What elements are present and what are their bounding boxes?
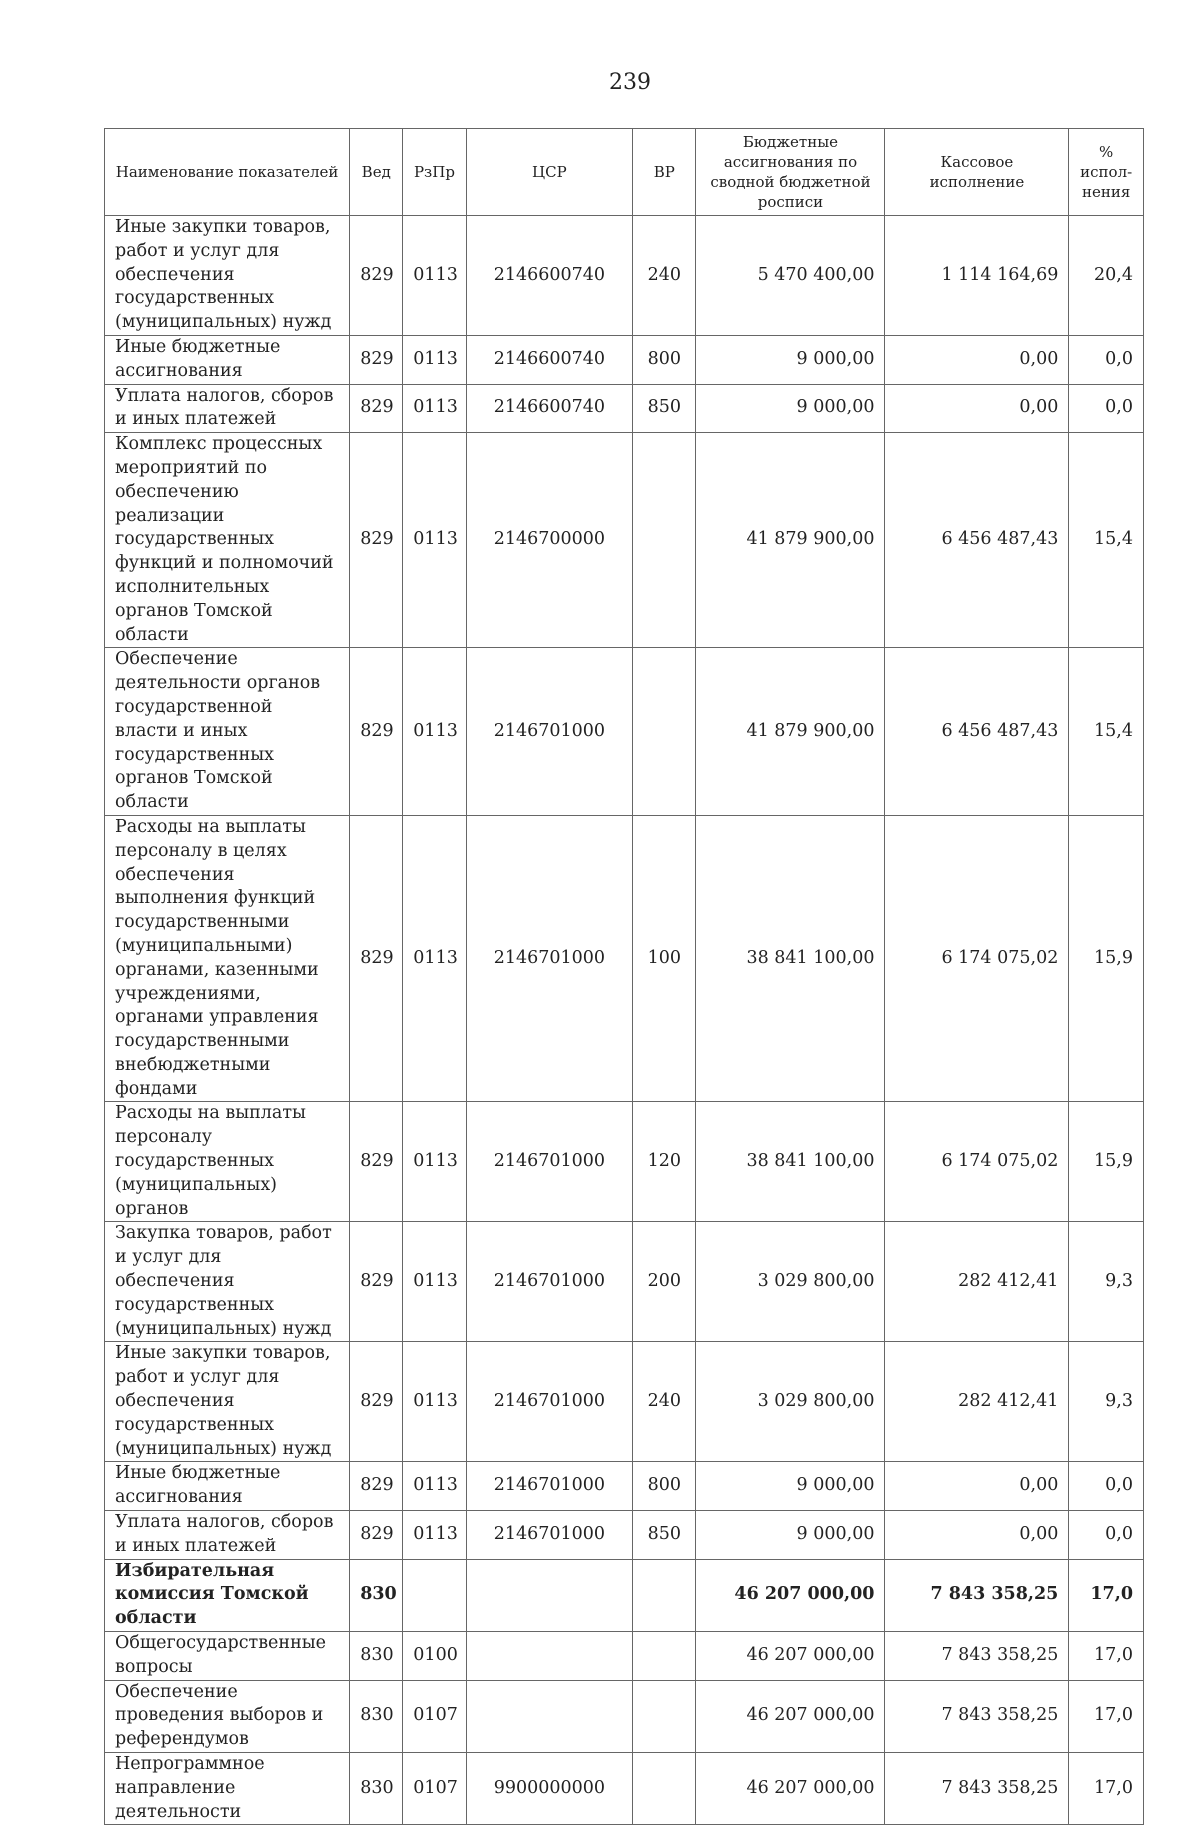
table-body [105, 216, 1144, 1825]
row-cash-cell: 7 843 358,25 [885, 1632, 1069, 1681]
row-percent-cell: 15,9 [1069, 815, 1144, 1102]
row-vr-cell [633, 1632, 696, 1681]
row-cash-cell: 6 456 487,43 [885, 648, 1069, 816]
row-name-cell: Обеспечение проведения выборов и референдумов [105, 1680, 350, 1752]
table-row [105, 433, 1144, 648]
row-csr-cell: 9900000000 [466, 1753, 633, 1825]
table-row [105, 1342, 1144, 1462]
row-percent-cell: 15,9 [1069, 1102, 1144, 1222]
row-rzpr-cell: 0107 [403, 1753, 466, 1825]
row-vr-cell: 240 [633, 216, 696, 336]
row-percent-cell: 0,0 [1069, 335, 1144, 384]
row-vr-cell: 800 [633, 335, 696, 384]
row-csr-cell: 2146701000 [466, 1511, 633, 1560]
row-budget-cell: 41 879 900,00 [696, 648, 885, 816]
row-percent-cell: 0,0 [1069, 1462, 1144, 1511]
row-vr-cell [633, 1680, 696, 1752]
header-percent: % испол-нения [1069, 129, 1144, 216]
row-budget-cell: 9 000,00 [696, 384, 885, 433]
row-rzpr-cell: 0113 [403, 384, 466, 433]
row-percent-cell: 17,0 [1069, 1753, 1144, 1825]
row-ved-cell: 829 [350, 335, 403, 384]
table-row [105, 335, 1144, 384]
row-ved-cell: 829 [350, 1511, 403, 1560]
row-ved-cell: 829 [350, 1342, 403, 1462]
row-cash-cell: 7 843 358,25 [885, 1680, 1069, 1752]
table-row [105, 815, 1144, 1102]
row-name-cell: Иные бюджетные ассигнования [105, 335, 350, 384]
page-number: 239 [609, 70, 651, 95]
row-name-cell: Иные закупки товаров, работ и услуг для обеспечения государственных (муниципальных) нужд [105, 1342, 350, 1462]
row-cash-cell: 6 456 487,43 [885, 433, 1069, 648]
row-name-cell: Избирательная комиссия Томской области [105, 1559, 350, 1631]
row-ved-cell: 830 [350, 1632, 403, 1681]
row-csr-cell: 2146701000 [466, 1342, 633, 1462]
table-row [105, 1680, 1144, 1752]
row-name-cell: Иные закупки товаров, работ и услуг для обеспечения государственных (муниципальных) нужд [105, 216, 350, 336]
budget-table [104, 128, 1144, 1825]
row-percent-cell: 0,0 [1069, 1511, 1144, 1560]
row-csr-cell: 2146700000 [466, 433, 633, 648]
row-name-cell: Закупка товаров, работ и услуг для обеспечения государственных (муниципальных) нужд [105, 1222, 350, 1342]
header-vr: ВР [633, 129, 696, 216]
table-row [105, 216, 1144, 336]
header-csr: ЦСР [466, 129, 633, 216]
table-row [105, 1559, 1144, 1631]
header-cash: Кассовое исполнение [885, 129, 1069, 216]
row-rzpr-cell: 0113 [403, 433, 466, 648]
row-percent-cell: 17,0 [1069, 1559, 1144, 1631]
row-rzpr-cell: 0113 [403, 648, 466, 816]
row-vr-cell: 850 [633, 384, 696, 433]
table-row [105, 1632, 1144, 1681]
table-header-row [105, 129, 1144, 216]
row-csr-cell: 2146600740 [466, 384, 633, 433]
row-percent-cell: 15,4 [1069, 648, 1144, 816]
row-rzpr-cell: 0113 [403, 815, 466, 1102]
row-ved-cell: 829 [350, 1462, 403, 1511]
row-ved-cell: 830 [350, 1753, 403, 1825]
row-ved-cell: 829 [350, 216, 403, 336]
row-rzpr-cell: 0113 [403, 1462, 466, 1511]
row-name-cell: Иные бюджетные ассигнования [105, 1462, 350, 1511]
row-budget-cell: 9 000,00 [696, 1462, 885, 1511]
row-csr-cell [466, 1632, 633, 1681]
row-rzpr-cell: 0107 [403, 1680, 466, 1752]
row-name-cell: Непрограммное направление деятельности [105, 1753, 350, 1825]
row-rzpr-cell: 0113 [403, 1222, 466, 1342]
row-budget-cell: 9 000,00 [696, 335, 885, 384]
header-rzpr: РзПр [403, 129, 466, 216]
header-ved: Вед [350, 129, 403, 216]
row-ved-cell: 829 [350, 815, 403, 1102]
row-cash-cell: 0,00 [885, 384, 1069, 433]
row-cash-cell: 282 412,41 [885, 1342, 1069, 1462]
row-rzpr-cell: 0113 [403, 216, 466, 336]
row-cash-cell: 6 174 075,02 [885, 1102, 1069, 1222]
row-cash-cell: 0,00 [885, 1462, 1069, 1511]
row-ved-cell: 830 [350, 1680, 403, 1752]
row-vr-cell [633, 648, 696, 816]
row-csr-cell: 2146600740 [466, 216, 633, 336]
row-rzpr-cell: 0113 [403, 1102, 466, 1222]
row-csr-cell: 2146600740 [466, 335, 633, 384]
row-budget-cell: 46 207 000,00 [696, 1753, 885, 1825]
row-cash-cell: 7 843 358,25 [885, 1559, 1069, 1631]
row-name-cell: Обеспечение деятельности органов государственной власти и иных государственных органов Томской области [105, 648, 350, 816]
row-cash-cell: 0,00 [885, 1511, 1069, 1560]
table-row [105, 1511, 1144, 1560]
row-name-cell: Расходы на выплаты персоналу в целях обеспечения выполнения функций государственными (муниципальными) органами, казенными учреждениями, органами управления государственными внебюджетными фондами [105, 815, 350, 1102]
row-percent-cell: 17,0 [1069, 1632, 1144, 1681]
row-ved-cell: 829 [350, 648, 403, 816]
row-rzpr-cell: 0100 [403, 1632, 466, 1681]
row-name-cell: Комплекс процессных мероприятий по обеспечению реализации государственных функций и полномочий исполнительных органов Томской области [105, 433, 350, 648]
row-csr-cell [466, 1680, 633, 1752]
row-vr-cell: 800 [633, 1462, 696, 1511]
row-ved-cell: 830 [350, 1559, 403, 1631]
row-budget-cell: 46 207 000,00 [696, 1559, 885, 1631]
row-percent-cell: 9,3 [1069, 1342, 1144, 1462]
row-budget-cell: 9 000,00 [696, 1511, 885, 1560]
row-cash-cell: 6 174 075,02 [885, 815, 1069, 1102]
table-row [105, 384, 1144, 433]
row-csr-cell: 2146701000 [466, 815, 633, 1102]
row-vr-cell: 200 [633, 1222, 696, 1342]
row-vr-cell: 100 [633, 815, 696, 1102]
row-percent-cell: 20,4 [1069, 216, 1144, 336]
row-ved-cell: 829 [350, 433, 403, 648]
row-csr-cell: 2146701000 [466, 1102, 633, 1222]
row-vr-cell [633, 433, 696, 648]
row-budget-cell: 38 841 100,00 [696, 815, 885, 1102]
table-row [105, 648, 1144, 816]
row-cash-cell: 0,00 [885, 335, 1069, 384]
row-vr-cell: 120 [633, 1102, 696, 1222]
row-budget-cell: 46 207 000,00 [696, 1632, 885, 1681]
row-csr-cell: 2146701000 [466, 1462, 633, 1511]
row-ved-cell: 829 [350, 1222, 403, 1342]
header-budget: Бюджетные ассигнования по сводной бюджетной росписи [696, 129, 885, 216]
row-csr-cell: 2146701000 [466, 1222, 633, 1342]
row-budget-cell: 3 029 800,00 [696, 1342, 885, 1462]
row-budget-cell: 3 029 800,00 [696, 1222, 885, 1342]
row-vr-cell: 850 [633, 1511, 696, 1560]
row-vr-cell [633, 1753, 696, 1825]
row-ved-cell: 829 [350, 1102, 403, 1222]
row-name-cell: Расходы на выплаты персоналу государственных (муниципальных) органов [105, 1102, 350, 1222]
row-cash-cell: 282 412,41 [885, 1222, 1069, 1342]
row-vr-cell: 240 [633, 1342, 696, 1462]
header-name: Наименование показателей [105, 129, 350, 216]
row-budget-cell: 46 207 000,00 [696, 1680, 885, 1752]
row-percent-cell: 17,0 [1069, 1680, 1144, 1752]
row-csr-cell [466, 1559, 633, 1631]
row-budget-cell: 5 470 400,00 [696, 216, 885, 336]
row-ved-cell: 829 [350, 384, 403, 433]
table-row [105, 1222, 1144, 1342]
row-percent-cell: 15,4 [1069, 433, 1144, 648]
row-vr-cell [633, 1559, 696, 1631]
row-budget-cell: 41 879 900,00 [696, 433, 885, 648]
row-name-cell: Уплата налогов, сборов и иных платежей [105, 1511, 350, 1560]
table-row [105, 1753, 1144, 1825]
row-rzpr-cell: 0113 [403, 1511, 466, 1560]
row-name-cell: Общегосударственные вопросы [105, 1632, 350, 1681]
table-row [105, 1462, 1144, 1511]
row-percent-cell: 0,0 [1069, 384, 1144, 433]
row-csr-cell: 2146701000 [466, 648, 633, 816]
row-cash-cell: 1 114 164,69 [885, 216, 1069, 336]
row-budget-cell: 38 841 100,00 [696, 1102, 885, 1222]
row-cash-cell: 7 843 358,25 [885, 1753, 1069, 1825]
table-row [105, 1102, 1144, 1222]
row-rzpr-cell: 0113 [403, 1342, 466, 1462]
row-rzpr-cell [403, 1559, 466, 1631]
row-percent-cell: 9,3 [1069, 1222, 1144, 1342]
row-name-cell: Уплата налогов, сборов и иных платежей [105, 384, 350, 433]
row-rzpr-cell: 0113 [403, 335, 466, 384]
